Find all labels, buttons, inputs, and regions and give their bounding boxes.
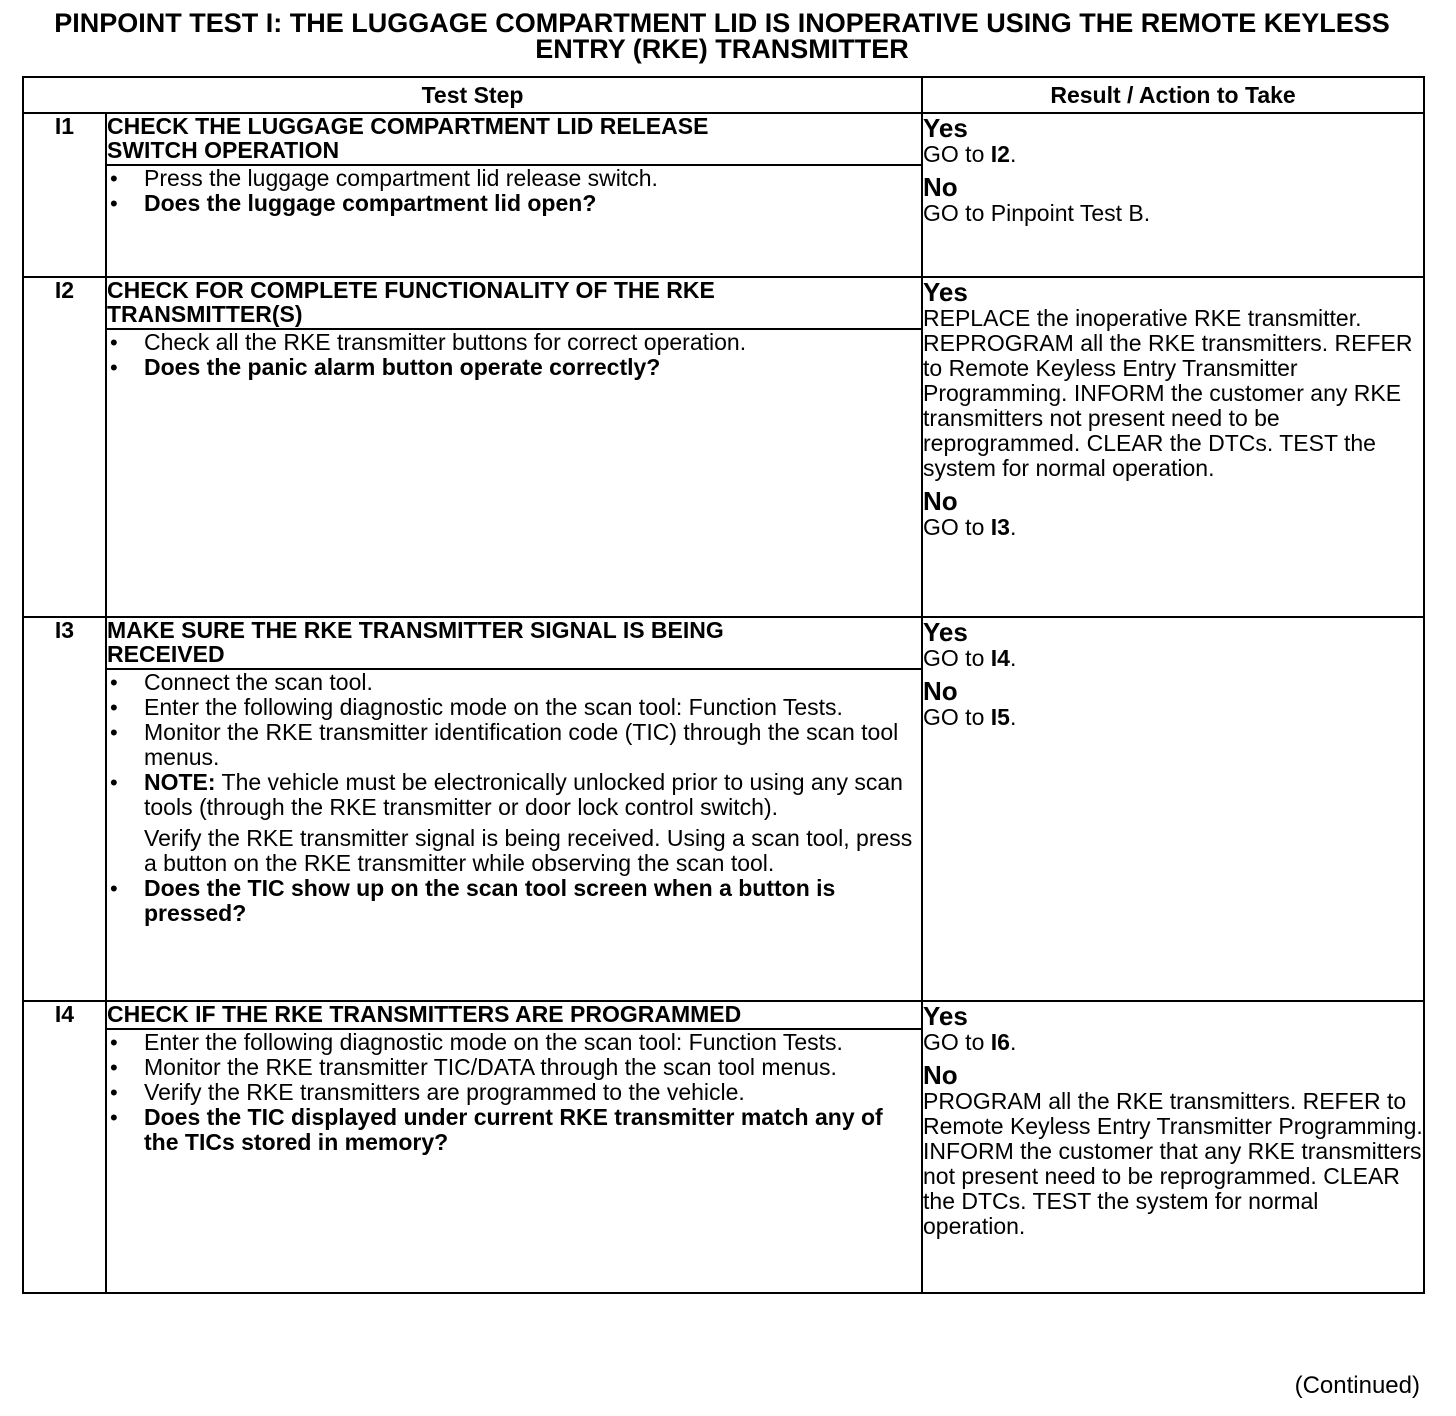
step-list [107, 670, 921, 926]
continued-label: (Continued) [1294, 1372, 1420, 1399]
item-text: Monitor the RKE transmitter identification code (TIC) through the scan tool menus. [144, 719, 899, 770]
result-answer: No [923, 676, 958, 706]
list-item [107, 355, 921, 380]
column-header-result: Result / Action to Take [922, 77, 1424, 113]
step-result-cell [922, 1001, 1424, 1293]
result-answer: No [923, 172, 958, 202]
step-heading-row [23, 617, 1424, 669]
step-heading-text: CHECK IF THE RKE TRANSMITTERS ARE PROGRAMMED [107, 1001, 742, 1027]
step-number: I4 [23, 1001, 106, 1293]
item-question: Does the TIC displayed under current RKE transmitter match any of the TICs stored in memory? [144, 1104, 883, 1155]
step-number: I3 [23, 617, 106, 1001]
result-action [923, 705, 1423, 730]
action-ref: I2 [990, 141, 1010, 167]
page-title: PINPOINT TEST I: THE LUGGAGE COMPARTMENT LID IS INOPERATIVE USING THE REMOTE KEYLESS ENTRY (RKE) TRANSMITTER [54, 8, 1390, 64]
step-heading-text: CHECK FOR COMPLETE FUNCTIONALITY OF THE RKE TRANSMITTER(S) [107, 277, 715, 327]
step-heading-text: MAKE SURE THE RKE TRANSMITTER SIGNAL IS BEING RECEIVED [107, 617, 724, 667]
action-post: . [1009, 514, 1017, 540]
action-text: GO to [923, 1029, 991, 1055]
result-yes [923, 1002, 1423, 1055]
result-no [923, 677, 1423, 730]
result-no [923, 173, 1423, 226]
list-item [107, 330, 921, 355]
step-body [106, 329, 922, 617]
item-text: Monitor the RKE transmitter TIC/DATA through the scan tool menus. [144, 1054, 837, 1080]
step-result-cell [922, 617, 1424, 1001]
list-item [107, 876, 921, 926]
result-answer: No [923, 1060, 958, 1090]
table-header-row [23, 77, 1424, 113]
step-number: I1 [23, 113, 106, 277]
result-yes [923, 114, 1423, 167]
step-result-cell [922, 277, 1424, 617]
column-header-test-step: Test Step [23, 77, 922, 113]
action-post: . [1009, 141, 1017, 167]
result-action [923, 1089, 1423, 1239]
list-item [107, 1055, 921, 1080]
result-yes [923, 278, 1423, 481]
item-text: Check all the RKE transmitter buttons for correct operation. [144, 329, 747, 355]
action-post: . [1009, 1029, 1017, 1055]
result-answer: Yes [923, 113, 968, 143]
item-question: Does the panic alarm button operate correctly? [144, 354, 661, 380]
step-body [106, 1029, 922, 1293]
item-text: Enter the following diagnostic mode on the scan tool: Function Tests. [144, 694, 843, 720]
step-list [107, 1030, 921, 1155]
list-item [107, 670, 921, 695]
result-action [923, 201, 1423, 226]
step-heading-text: CHECK THE LUGGAGE COMPARTMENT LID RELEASE SWITCH OPERATION [107, 113, 709, 163]
result-action [923, 515, 1423, 540]
action-text: GO to Pinpoint Test B. [923, 200, 1151, 226]
action-ref: I3 [990, 514, 1010, 540]
action-text: REPLACE the inoperative RKE transmitter. REPROGRAM all the RKE transmitters. REFER to Remote Keyless Entry Transmitter Programming. INFORM the customer any RKE transmitters not present need to be reprogrammed. CLEAR the DTCs. TEST the system for normal operation. [923, 305, 1413, 481]
action-text: GO to [923, 704, 991, 730]
action-post: . [1009, 645, 1017, 671]
list-item [107, 166, 921, 191]
pinpoint-test-table [22, 76, 1425, 1294]
step-heading-row [23, 113, 1424, 165]
item-text: Enter the following diagnostic mode on the scan tool: Function Tests. [144, 1029, 843, 1055]
result-action [923, 142, 1423, 167]
step-heading [106, 1001, 922, 1029]
item-question: Does the luggage compartment lid open? [144, 190, 597, 216]
result-action [923, 306, 1423, 481]
item-question: Does the TIC show up on the scan tool screen when a button is pressed? [144, 875, 836, 926]
action-text: GO to [923, 514, 991, 540]
step-heading [106, 113, 922, 165]
result-answer: No [923, 486, 958, 516]
result-action [923, 646, 1423, 671]
list-item [107, 826, 921, 876]
table-body [23, 113, 1424, 1293]
list-item [107, 1080, 921, 1105]
step-heading [106, 617, 922, 669]
step-heading-row [23, 1001, 1424, 1029]
step-number: I2 [23, 277, 106, 617]
item-text: Verify the RKE transmitter signal is being received. Using a scan tool, press a button on the RKE transmitter while observing the scan tool. [144, 825, 913, 876]
action-ref: I5 [990, 704, 1010, 730]
action-text: GO to [923, 645, 991, 671]
step-body [106, 165, 922, 277]
list-item [107, 720, 921, 770]
result-answer: Yes [923, 277, 968, 307]
result-yes [923, 618, 1423, 671]
result-answer: Yes [923, 1001, 968, 1031]
action-post: . [1009, 704, 1017, 730]
result-no [923, 487, 1423, 540]
item-text: Verify the RKE transmitters are programmed to the vehicle. [144, 1079, 745, 1105]
action-text: PROGRAM all the RKE transmitters. REFER to Remote Keyless Entry Transmitter Programming. INFORM the customer that any RKE transmitters not present need to be reprogrammed. CLEAR the DTCs. TEST the system for normal operation. [923, 1088, 1423, 1239]
step-body [106, 669, 922, 1001]
step-list [107, 166, 921, 216]
result-action [923, 1030, 1423, 1055]
step-list [107, 330, 921, 380]
list-item [107, 1030, 921, 1055]
list-item [107, 770, 921, 820]
result-answer: Yes [923, 617, 968, 647]
note-label: NOTE: [144, 769, 216, 795]
action-ref: I4 [990, 645, 1010, 671]
action-text: GO to [923, 141, 991, 167]
list-item [107, 1105, 921, 1155]
result-no [923, 1061, 1423, 1239]
item-text: Connect the scan tool. [144, 669, 373, 695]
step-heading [106, 277, 922, 329]
action-ref: I6 [990, 1029, 1010, 1055]
item-text: The vehicle must be electronically unlocked prior to using any scan tools (through the RKE transmitter or door lock control switch). [144, 769, 903, 820]
step-heading-row [23, 277, 1424, 329]
step-result-cell [922, 113, 1424, 277]
list-item [107, 695, 921, 720]
item-text: Press the luggage compartment lid release switch. [144, 165, 658, 191]
list-item [107, 191, 921, 216]
